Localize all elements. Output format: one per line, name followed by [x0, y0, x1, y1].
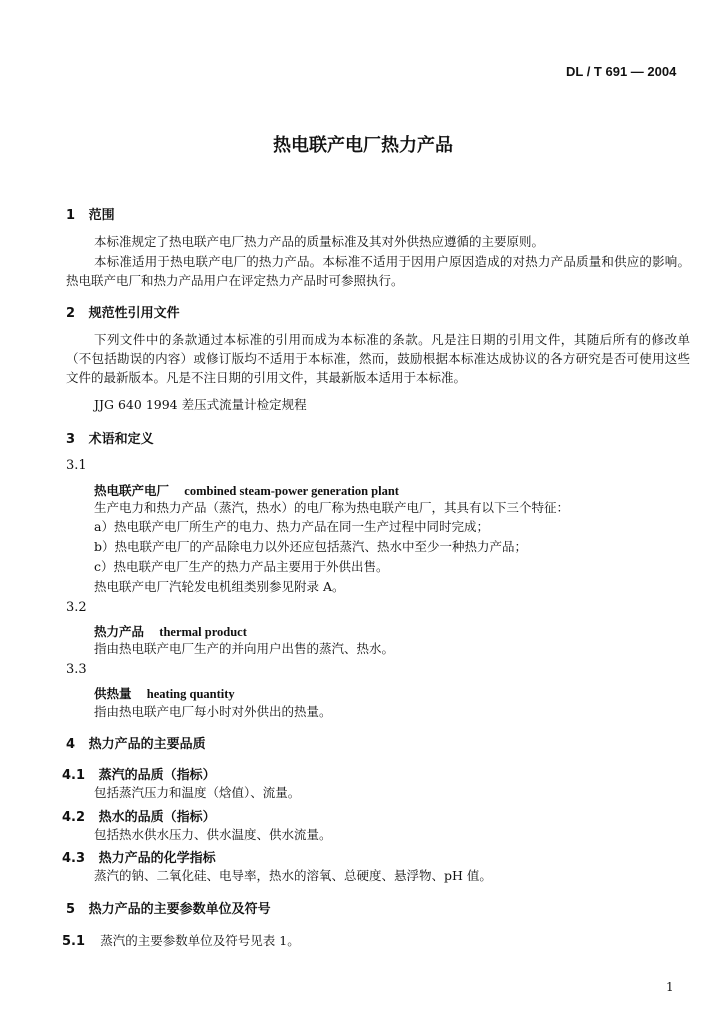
clause-4-1-heading — [62, 764, 216, 783]
section-number: 3 — [66, 432, 76, 447]
clause-3-1-term — [94, 480, 399, 499]
section-2-para: 下列文件中的条款通过本标准的引用而成为本标准的条款。凡是注日期的引用文件，其随后所有的修改单（不包括勘误的内容）或修订版均不适用于本标准，然而，鼓励根据本标准达成协议的各方研究是否可使用这些文件的最新版本。凡是不注日期的引用文件，其最新版本适用于本标准。 — [66, 332, 690, 385]
clause-3-1-line-1: 生产电力和热力产品（蒸汽，热水）的电厂称为热电联产电厂，其具有以下三个特征： — [94, 500, 570, 515]
section-4-heading — [66, 733, 206, 752]
clause-4-3-heading — [62, 847, 216, 866]
clause-3-1-line-4: c）热电联产电厂生产的热力产品主要用于外供出售。 — [94, 559, 389, 574]
section-1-para-1: 本标准规定了热电联产电厂热力产品的质量标准及其对外供热应遵循的主要原则。 — [94, 234, 545, 249]
section-number: 4 — [66, 737, 76, 752]
clause-3-1-line-5: 热电联产电厂汽轮发电机组类别参见附录 A。 — [94, 579, 345, 594]
clause-4-3-text: 蒸汽的钠、二氧化硅、电导率，热水的溶氧、总硬度、悬浮物、pH 值。 — [94, 868, 492, 883]
section-number: 1 — [66, 208, 76, 223]
clause-title: 蒸汽的品质（指标） — [98, 768, 216, 783]
clause-number: 4.3 — [62, 851, 86, 866]
term-en: heating quantity — [146, 687, 235, 701]
clause-title: 热力产品的化学指标 — [98, 851, 216, 866]
section-title: 术语和定义 — [88, 432, 154, 447]
clause-3-3-number: 3.3 — [66, 662, 87, 677]
clause-3-2-term — [94, 621, 247, 640]
section-title: 范围 — [88, 208, 115, 223]
section-2-heading — [66, 302, 180, 321]
section-number: 2 — [66, 306, 76, 321]
clause-4-1-text: 包括蒸汽压力和温度（焓值）、流量。 — [94, 785, 301, 800]
clause-3-3-term — [94, 683, 235, 702]
section-title: 规范性引用文件 — [88, 306, 180, 321]
section-number: 5 — [66, 902, 76, 917]
clause-3-1-number: 3.1 — [66, 458, 87, 473]
term-cn: 供热量 — [94, 686, 132, 701]
term-cn: 热力产品 — [94, 624, 145, 639]
clause-3-1-line-3: b）热电联产电厂的产品除电力以外还应包括蒸汽、热水中至少一种热力产品； — [94, 539, 528, 554]
page-title: 热电联产电厂热力产品 — [273, 135, 453, 156]
clause-number: 4.1 — [62, 768, 86, 783]
header-std-code: DL / T 691 — 2004 — [566, 64, 677, 79]
section-5-heading — [66, 898, 271, 917]
term-cn: 热电联产电厂 — [94, 483, 170, 498]
term-en: combined steam-power generation plant — [184, 484, 399, 498]
page-number: 1 — [666, 980, 674, 994]
clause-3-2-line-1: 指由热电联产电厂生产的并向用户出售的蒸汽、热水。 — [94, 641, 395, 656]
section-2-reference: JJG 640 1994 差压式流量计检定规程 — [94, 397, 307, 412]
clause-3-3-line-1: 指由热电联产电厂每小时对外供出的热量。 — [94, 704, 332, 719]
clause-5-1 — [62, 930, 300, 950]
section-1-heading — [66, 204, 115, 223]
section-title: 热力产品的主要参数单位及符号 — [88, 902, 271, 917]
clause-title: 热水的品质（指标） — [98, 810, 216, 825]
section-title: 热力产品的主要品质 — [88, 737, 206, 752]
clause-number: 4.2 — [62, 810, 86, 825]
section-1-para-2: 本标准适用于热电联产电厂的热力产品。本标准不适用于因用户原因造成的对热力产品质量和供应的影响。热电联产电厂和热力产品用户在评定热力产品时可参照执行。 — [66, 254, 690, 288]
section-3-heading — [66, 428, 154, 447]
clause-4-2-text: 包括热水供水压力、供水温度、供水流量。 — [94, 827, 332, 842]
clause-3-1-line-2: a）热电联产电厂所生产的电力、热力产品在同一生产过程中同时完成； — [94, 519, 489, 534]
term-en: thermal product — [159, 625, 247, 639]
clause-3-2-number: 3.2 — [66, 600, 87, 615]
clause-number: 5.1 — [62, 934, 86, 949]
clause-4-2-heading — [62, 806, 216, 825]
clause-text: 蒸汽的主要参数单位及符号见表 1。 — [100, 933, 300, 948]
